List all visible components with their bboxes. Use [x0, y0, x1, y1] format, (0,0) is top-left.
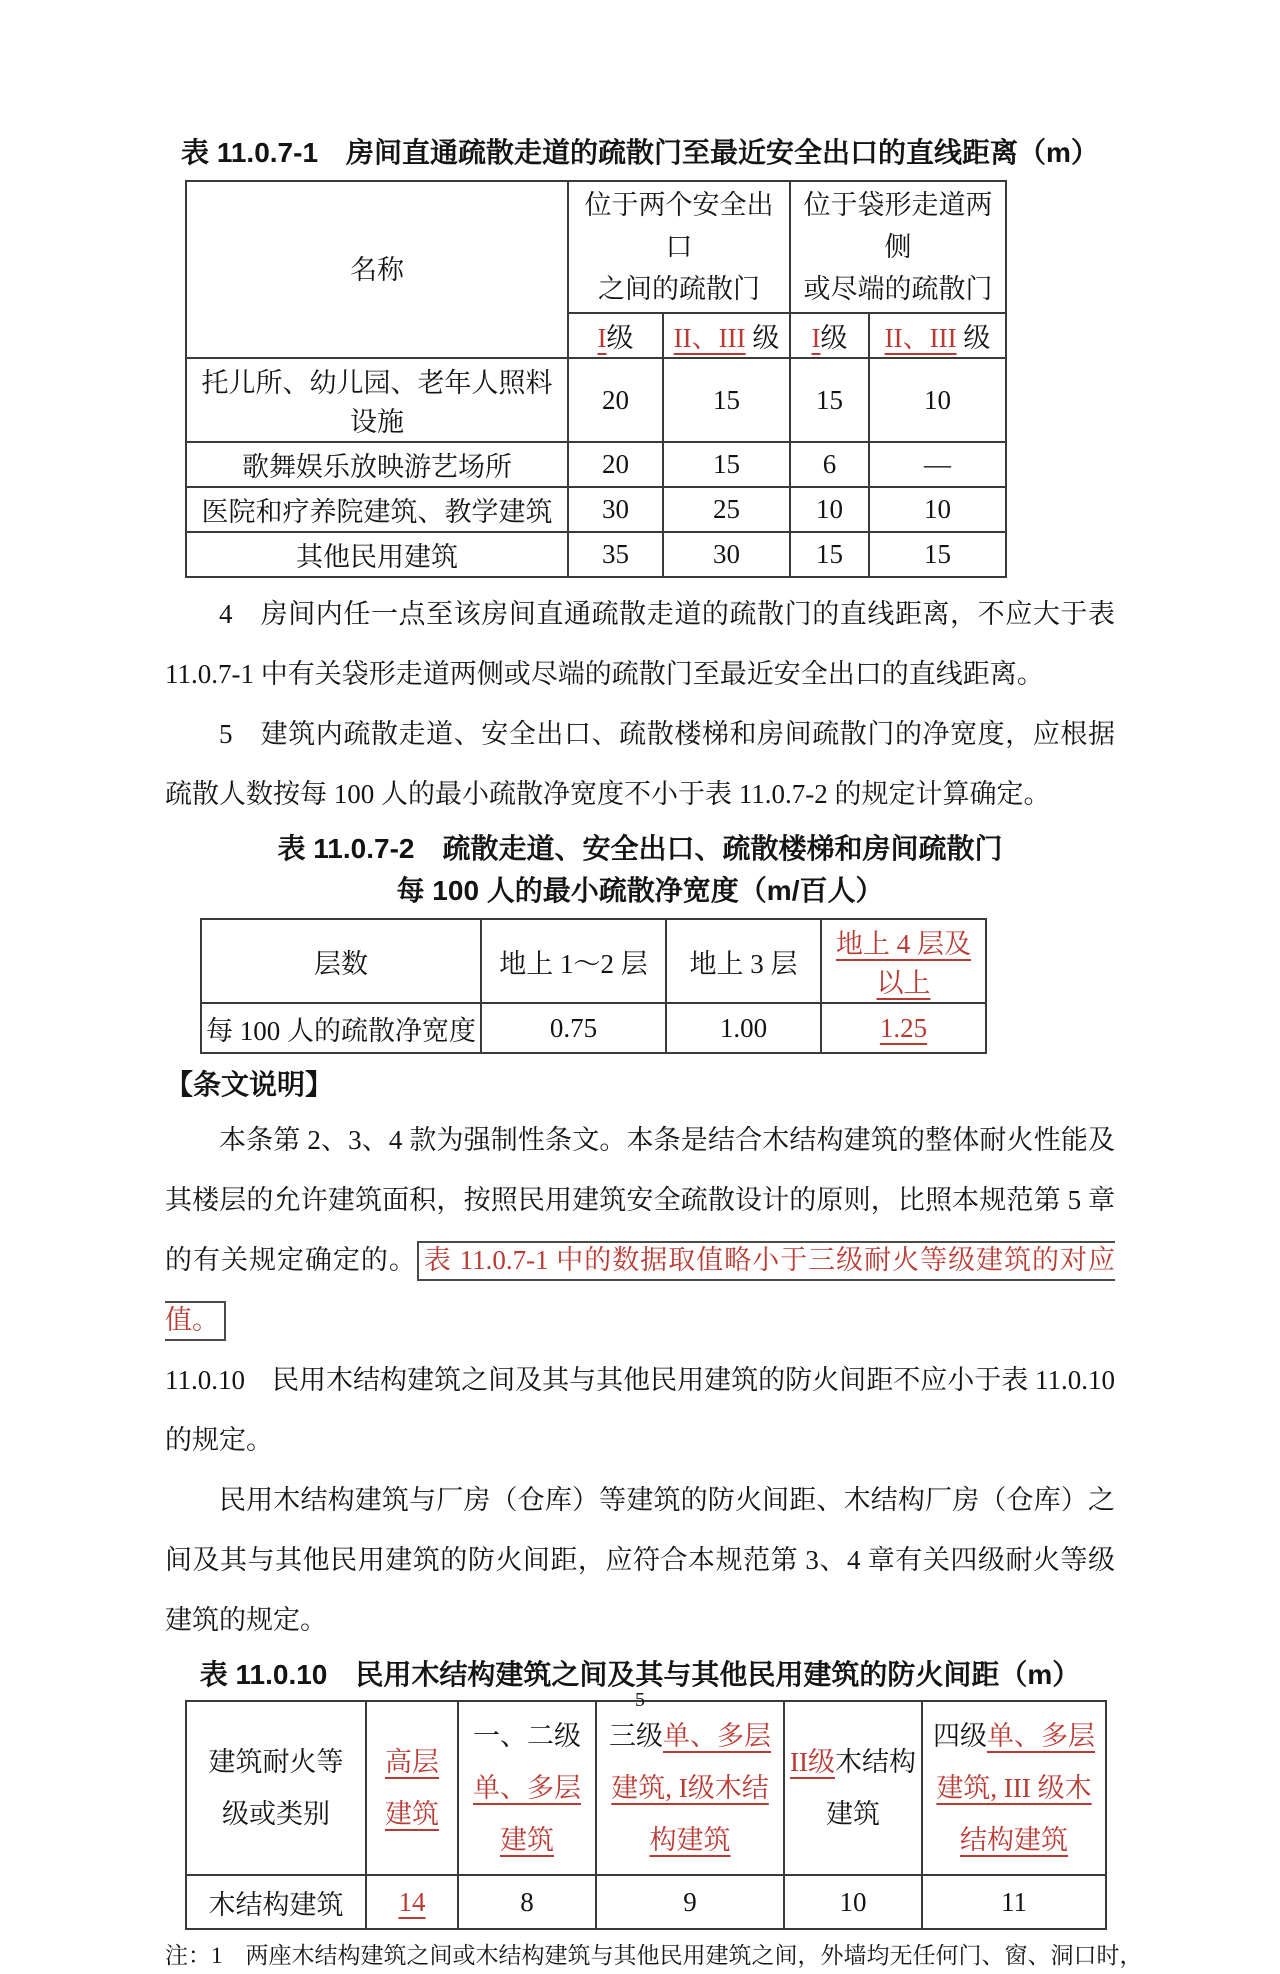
- paragraph-item-5: 5 建筑内疏散走道、安全出口、疏散楼梯和房间疏散门的净宽度，应根据疏散人数按每 100 人的最小疏散净宽度不小于表 11.0.7-2 的规定计算确定。: [165, 719, 1115, 809]
- t3-header-highrise: 高层 建筑: [366, 1701, 458, 1875]
- page-number: 5: [635, 1689, 645, 1711]
- t3-header-grade-ii-wood: II级木结构建筑: [784, 1701, 922, 1875]
- t1-subheader-grade-3: I级: [790, 313, 869, 358]
- table-row: 医院和疗养院建筑、教学建筑 30 25 10 10: [186, 487, 1006, 532]
- table-1107-2-title-line1: 表 11.0.7-2 疏散走道、安全出口、疏散楼梯和房间疏散门: [277, 833, 1003, 864]
- table-11010: [185, 1700, 1107, 1930]
- table-1107-2: [200, 918, 987, 1054]
- table-row: 歌舞娱乐放映游艺场所 20 15 6 —: [186, 442, 1006, 487]
- table-1107-2-title-line2: 每 100 人的最小疏散净宽度（m/百人）: [396, 875, 884, 906]
- table-note-1: 注：1 两座木结构建筑之间或木结构建筑与其他民用建筑之间，外墙均无任何门、窗、洞口时，: [165, 1943, 1143, 1968]
- paragraph-item-4: 4 房间内任一点至该房间直通疏散走道的疏散门的直线距离，不应大于表 11.0.7-1 中有关袋形走道两侧或尽端的疏散门至最近安全出口的直线距离。: [165, 599, 1115, 689]
- t1-subheader-grade-1: I级: [568, 313, 663, 358]
- table-row: 其他民用建筑 35 30 15 15: [186, 532, 1006, 577]
- table-row: 每 100 人的疏散净宽度 0.75 1.00 1.25: [201, 1003, 986, 1053]
- t2-header-floors: 层数: [201, 919, 481, 1003]
- t3-header-grade-1-2: 一、二级单、多层建筑: [458, 1701, 596, 1875]
- t1-subheader-grade-4: II、III 级: [869, 313, 1006, 358]
- t1-header-group2: 位于袋形走道两侧 或尽端的疏散门: [790, 181, 1006, 313]
- t3-header-grade-3: 三级单、多层建筑, I级木结构建筑: [596, 1701, 784, 1875]
- t2-header-4plus: 地上 4 层及以上: [821, 919, 986, 1003]
- table-1107-1-title: 表 11.0.7-1 房间直通疏散走道的疏散门至最近安全出口的直线距离（m）: [181, 137, 1099, 168]
- boxed-red-note: 表 11.0.7-1 中的数据取值略小于三级耐火等级建筑的对应值。: [165, 1241, 1115, 1341]
- t1-subheader-grade-2: II、III 级: [663, 313, 790, 358]
- t1-header-name: 名称: [186, 181, 568, 358]
- clause-11-0-10: 11.0.10 民用木结构建筑之间及其与其他民用建筑的防火间距不应小于表 11.0.10 的规定。: [165, 1365, 1115, 1455]
- table-row: 托儿所、幼儿园、老年人照料设施 20 15 15 10: [186, 358, 1006, 442]
- table-row: 木结构建筑 14 8 9 10 11: [186, 1875, 1106, 1929]
- commentary-heading: 【条文说明】: [165, 1069, 334, 1100]
- clause-11-0-10-paragraph-2: 民用木结构建筑与厂房（仓库）等建筑的防火间距、木结构厂房（仓库）之间及其与其他民用建筑的防火间距，应符合本规范第 3、4 章有关四级耐火等级建筑的规定。: [165, 1485, 1115, 1635]
- t1-header-group1: 位于两个安全出口 之间的疏散门: [568, 181, 790, 313]
- t2-header-1-2: 地上 1～2 层: [481, 919, 666, 1003]
- table-11010-title: 表 11.0.10 民用木结构建筑之间及其与其他民用建筑的防火间距（m）: [199, 1659, 1081, 1690]
- t3-header-grade-4: 四级单、多层建筑, III 级木结构建筑: [922, 1701, 1106, 1875]
- t3-header-category: 建筑耐火等 级或类别: [186, 1701, 366, 1875]
- table-header-row: [186, 1701, 1106, 1875]
- t2-header-3: 地上 3 层: [666, 919, 821, 1003]
- table-row: [201, 919, 986, 1003]
- table-1107-1: [185, 180, 1007, 578]
- commentary-paragraph: 本条第 2、3、4 款为强制性条文。本条是结合木结构建筑的整体耐火性能及其楼层的允许建筑面积，按照民用建筑安全疏散设计的原则，比照本规范第 5 章的有关规定确定的。 表 11.0.7-1 中的数据取值略小于三级耐火等级建筑的对应值。: [165, 1110, 1115, 1350]
